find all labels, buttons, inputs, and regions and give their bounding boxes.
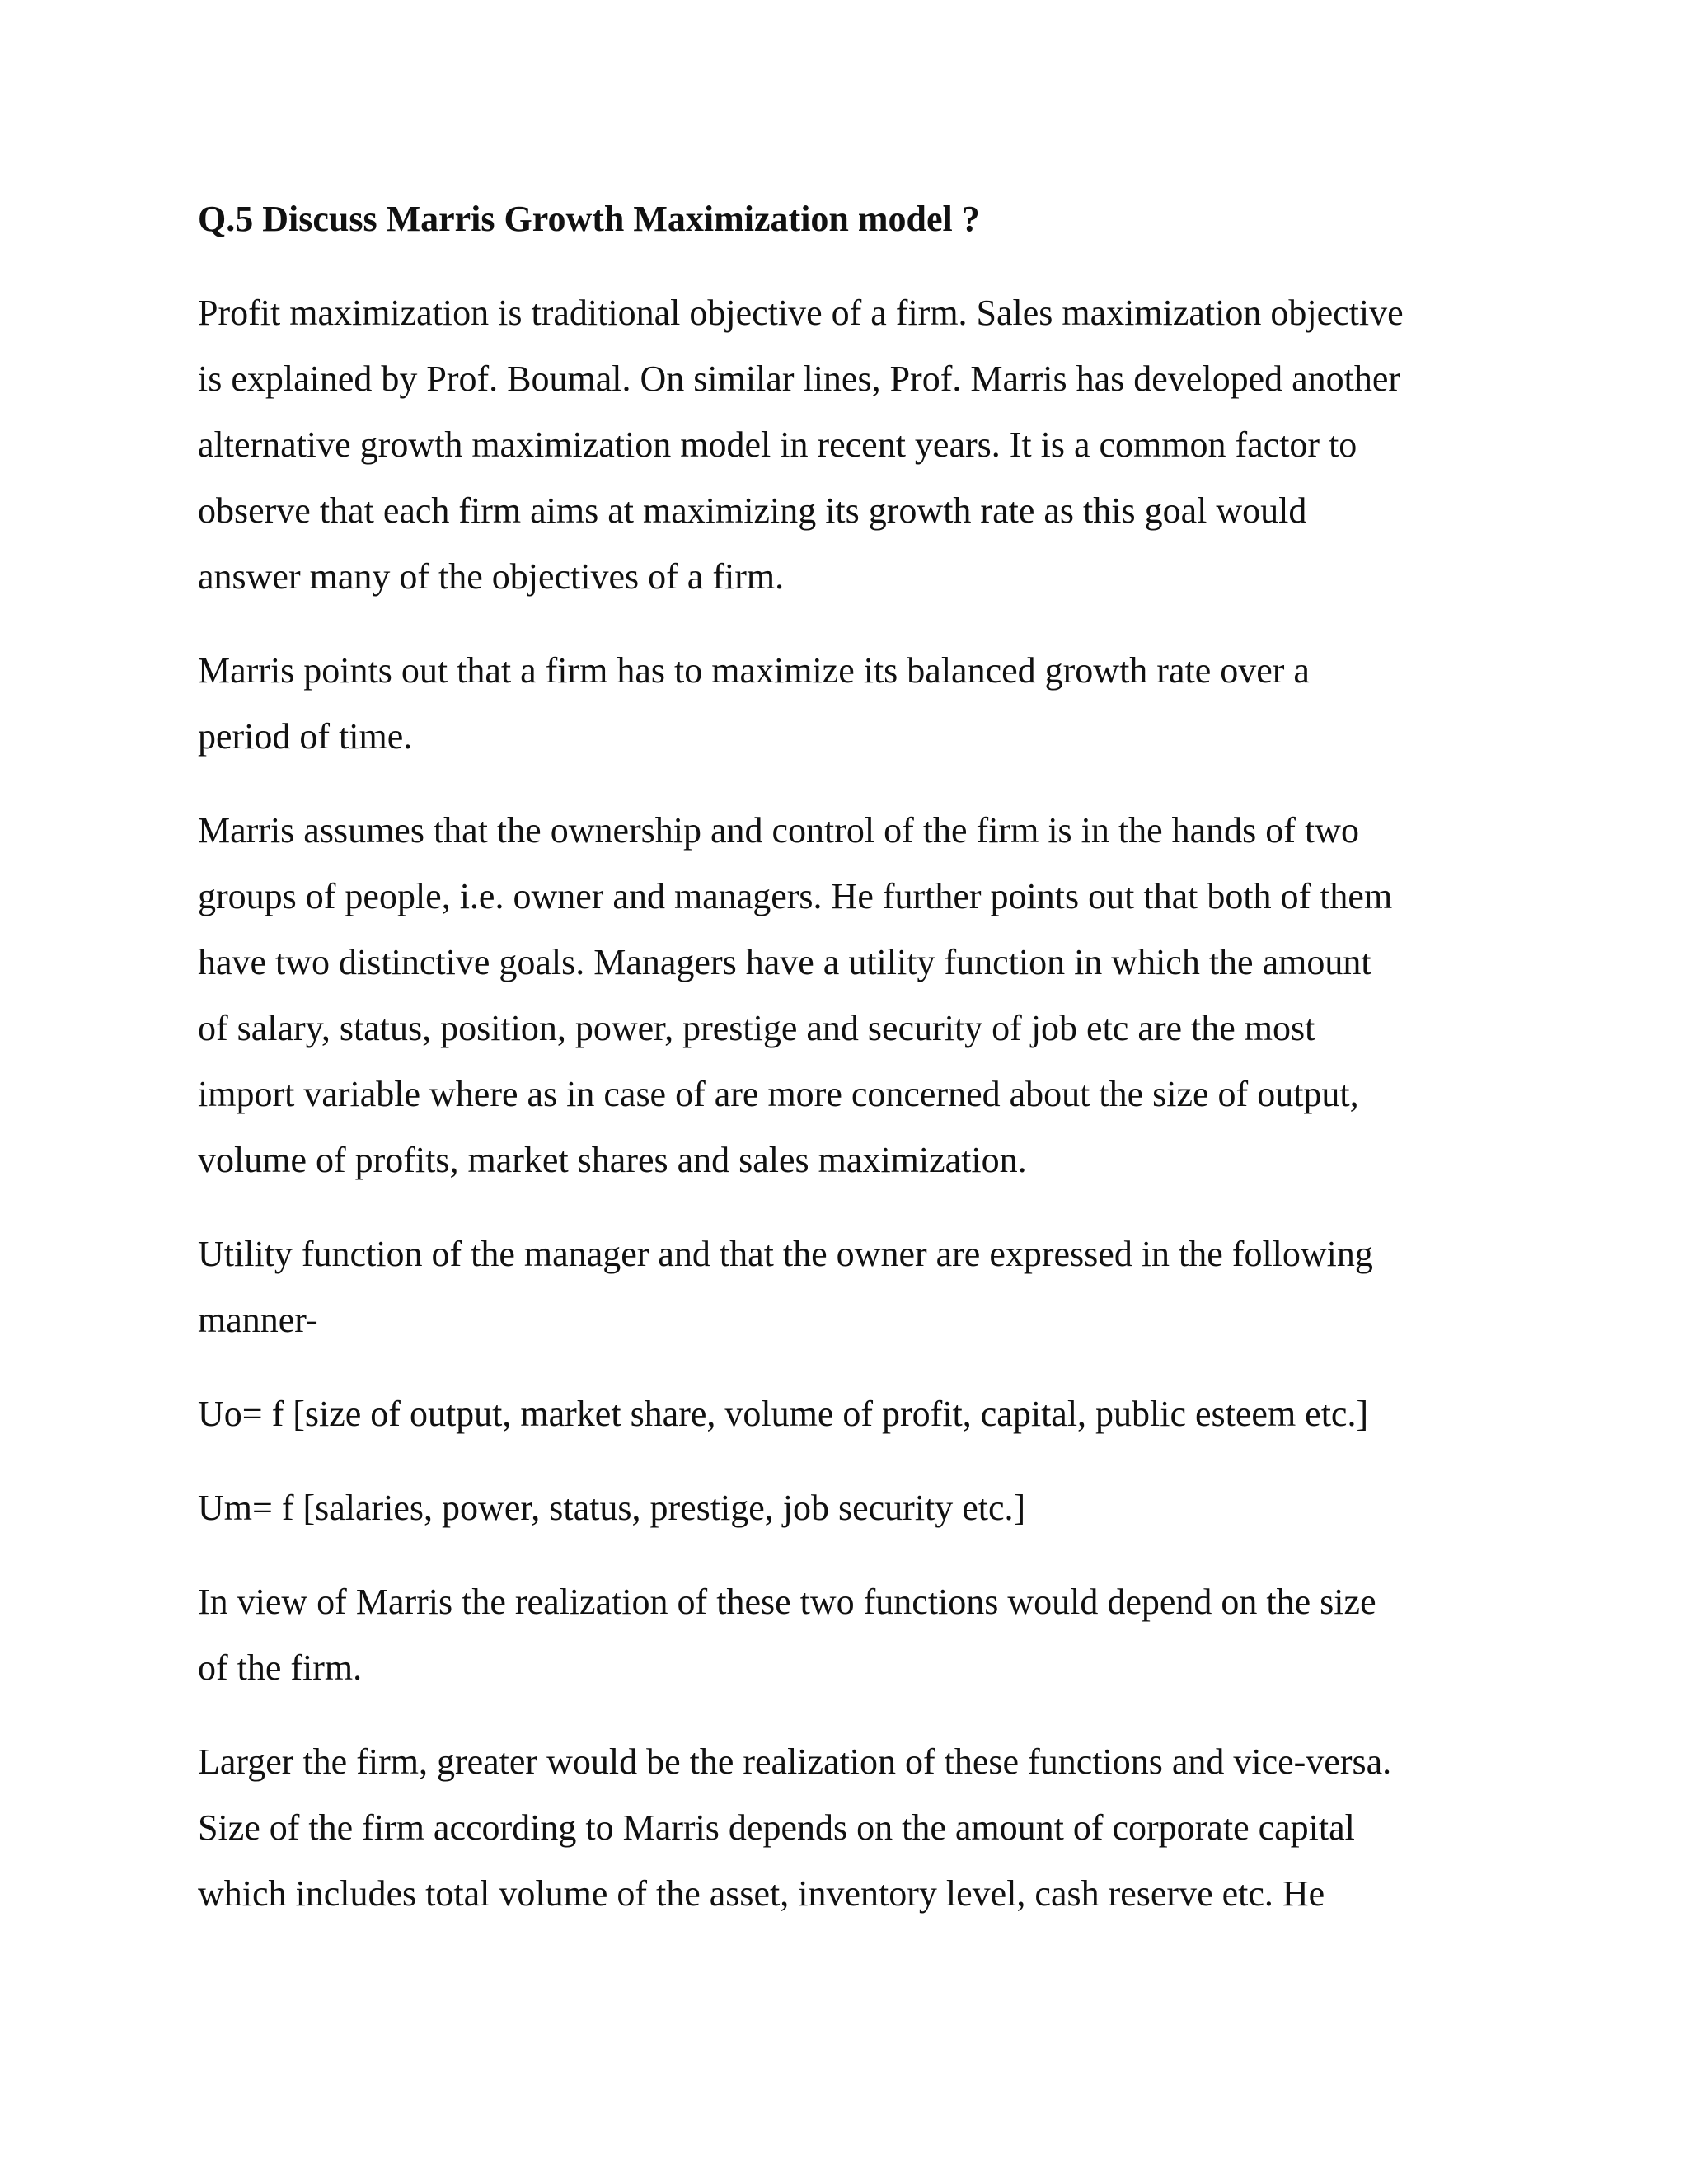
- text-line: Uo= f [size of output, market share, volume of profit, capital, public esteem etc.]: [198, 1394, 1369, 1434]
- text-line: is explained by Prof. Boumal. On similar lines, Prof. Marris has developed another: [198, 359, 1401, 399]
- paragraph-corporate-capital: [198, 1729, 1517, 1927]
- paragraph-utility-intro: [198, 1221, 1517, 1353]
- document-body: [198, 196, 1517, 1955]
- text-line: period of time.: [198, 716, 413, 757]
- text-line: Size of the firm according to Marris depends on the amount of corporate capital: [198, 1807, 1355, 1848]
- paragraph-firm-size: [198, 1569, 1517, 1701]
- paragraph-ownership: [198, 798, 1517, 1193]
- text-line: of salary, status, position, power, prestige and security of job etc are the most: [198, 1008, 1315, 1048]
- text-line: volume of profits, market shares and sales maximization.: [198, 1140, 1027, 1180]
- equation-owner-utility: [198, 1381, 1517, 1447]
- text-line: observe that each firm aims at maximizing its growth rate as this goal would: [198, 490, 1307, 531]
- question-title: Q.5 Discuss Marris Growth Maximization model ?: [198, 199, 980, 239]
- text-line: of the firm.: [198, 1647, 363, 1688]
- text-line: manner-: [198, 1300, 318, 1340]
- text-line: have two distinctive goals. Managers have a utility function in which the amount: [198, 942, 1372, 982]
- paragraph-balanced-growth: [198, 638, 1517, 770]
- text-line: In view of Marris the realization of these two functions would depend on the size: [198, 1582, 1376, 1622]
- text-line: Marris assumes that the ownership and control of the firm is in the hands of two: [198, 810, 1359, 851]
- paragraph-intro: [198, 280, 1517, 610]
- text-line: alternative growth maximization model in recent years. It is a common factor to: [198, 424, 1357, 465]
- equation-manager-utility: [198, 1475, 1517, 1541]
- text-line: groups of people, i.e. owner and managers. He further points out that both of them: [198, 876, 1393, 916]
- text-line: answer many of the objectives of a firm.: [198, 556, 785, 597]
- text-line: Profit maximization is traditional objective of a firm. Sales maximization objective: [198, 293, 1404, 333]
- text-line: Um= f [salaries, power, status, prestige, job security etc.]: [198, 1488, 1026, 1528]
- text-line: Larger the firm, greater would be the realization of these functions and vice-versa.: [198, 1741, 1392, 1782]
- text-line: Marris points out that a firm has to maximize its balanced growth rate over a: [198, 650, 1310, 691]
- text-line: which includes total volume of the asset, inventory level, cash reserve etc. He: [198, 1873, 1325, 1914]
- text-line: Utility function of the manager and that the owner are expressed in the following: [198, 1234, 1373, 1274]
- text-line: import variable where as in case of are more concerned about the size of output,: [198, 1074, 1359, 1114]
